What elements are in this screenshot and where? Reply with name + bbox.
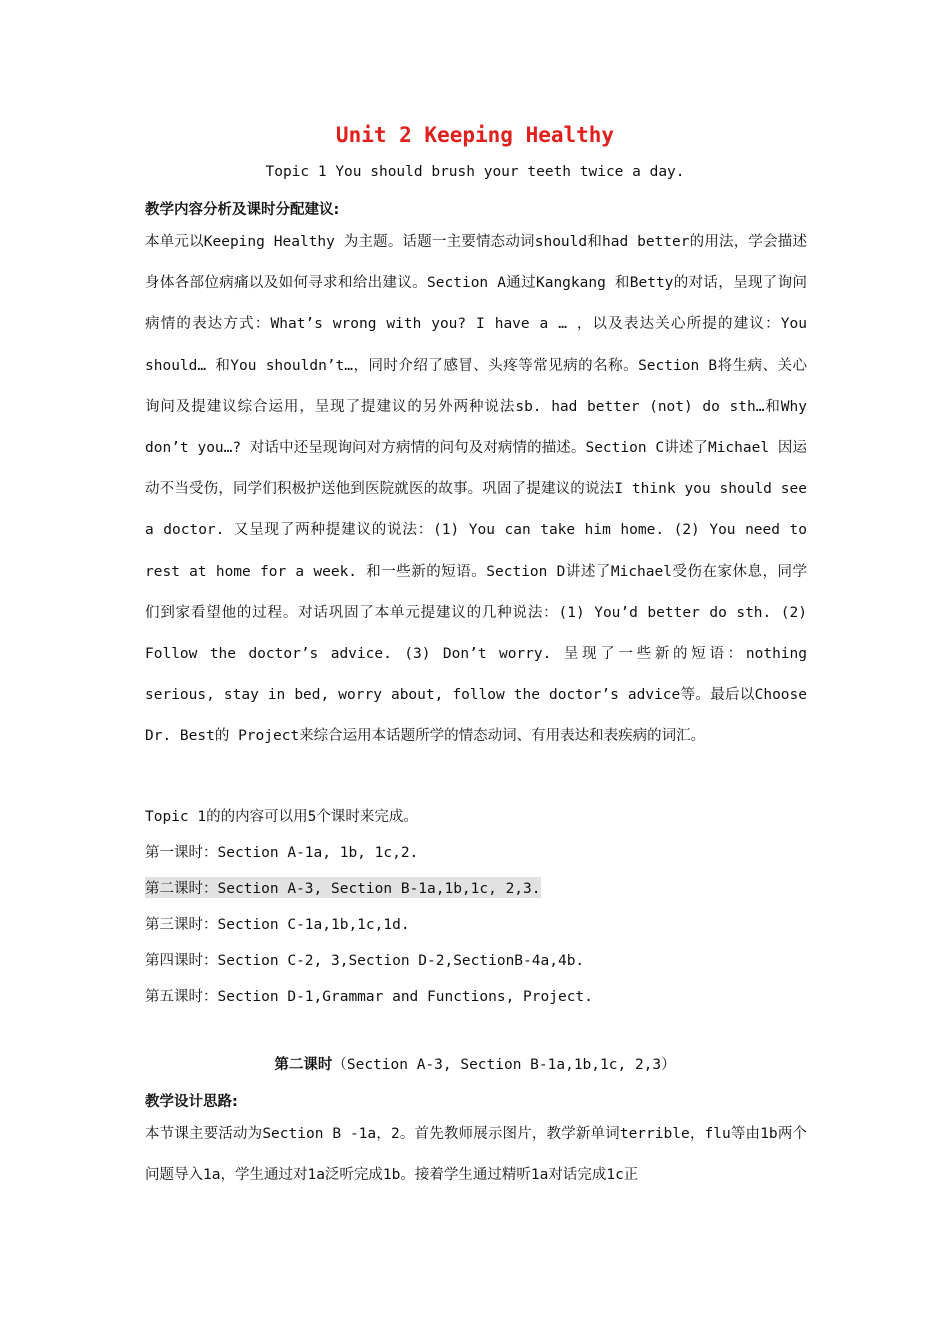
topic-subtitle: Topic 1 You should brush your teeth twice a day.	[265, 164, 685, 180]
lesson-2-highlighted: 第二课时：Section A-3, Section B-1a,1b,1c, 2,3.	[145, 877, 541, 898]
design-paragraph: 本节课主要活动为Section B -1a，2。首先教师展示图片，教学新单词terrible，flu等由1b两个问题导入1a，学生通过对1a泛听完成1b。接着学生通过精听1a对话完成1c正	[145, 1126, 807, 1184]
lesson-2-heading-sections: （Section A-3, Section B-1a,1b,1c, 2,3）	[332, 1057, 676, 1073]
analysis-paragraph: 本单元以Keeping Healthy 为主题。话题一主要情态动词should和had better的用法，学会描述身体各部位病痛以及如何寻求和给出建议。Section A通过Kangkang 和Betty的对话，呈现了询问病情的表达方式：What’s wrong with you? I have a … ，以及表达关心所提的建议：You should… 和You shouldn’t…，同时介绍了感冒、头疼等常见病的名称。Section B将生病、关心询问及提建议综合运用，呈现了提建议的另外两种说法sb. had better (not) do sth…和Why don’t you…? 对话中还呈现询问对方病情的问句及对病情的描述。Section C讲述了Michael 因运动不当受伤，同学们积极护送他到医院就医的故事。巩固了提建议的说法I think you should see a doctor. 又呈现了两种提建议的说法：(1) You can take him home. (2) You need to rest at home for a week. 和一些新的短语。Section D讲述了Michael受伤在家休息，同学们到家看望他的过程。对话巩固了本单元提建议的几种说法：(1) You’d better do sth. (2) Follow the doctor’s advice. (3) Don’t worry. 呈现了一些新的短语：nothing serious, stay in bed, worry about, follow the doctor’s advice等。最后以Choose Dr. Best的 Project来综合运用本话题所学的情态动词、有用表达和表疾病的词汇。	[145, 234, 807, 745]
lesson-2-heading-bold: 第二课时	[274, 1057, 333, 1073]
analysis-heading: 教学内容分析及课时分配建议:	[145, 202, 340, 218]
lesson-2-heading	[0, 1053, 950, 1074]
lesson-5: 第五课时：Section D-1,Grammar and Functions, Project.	[145, 989, 593, 1005]
lesson-3: 第三课时：Section C-1a,1b,1c,1d.	[145, 917, 410, 933]
lesson-1: 第一课时：Section A-1a, 1b, 1c,2.	[145, 845, 419, 861]
lesson-4: 第四课时：Section C-2, 3,Section D-2,SectionB-4a,4b.	[145, 953, 585, 969]
unit-title: Unit 2 Keeping Healthy	[335, 123, 615, 147]
topic-lesson-count: Topic 1的的内容可以用5个课时来完成。	[145, 809, 418, 825]
design-heading: 教学设计思路:	[145, 1094, 238, 1110]
